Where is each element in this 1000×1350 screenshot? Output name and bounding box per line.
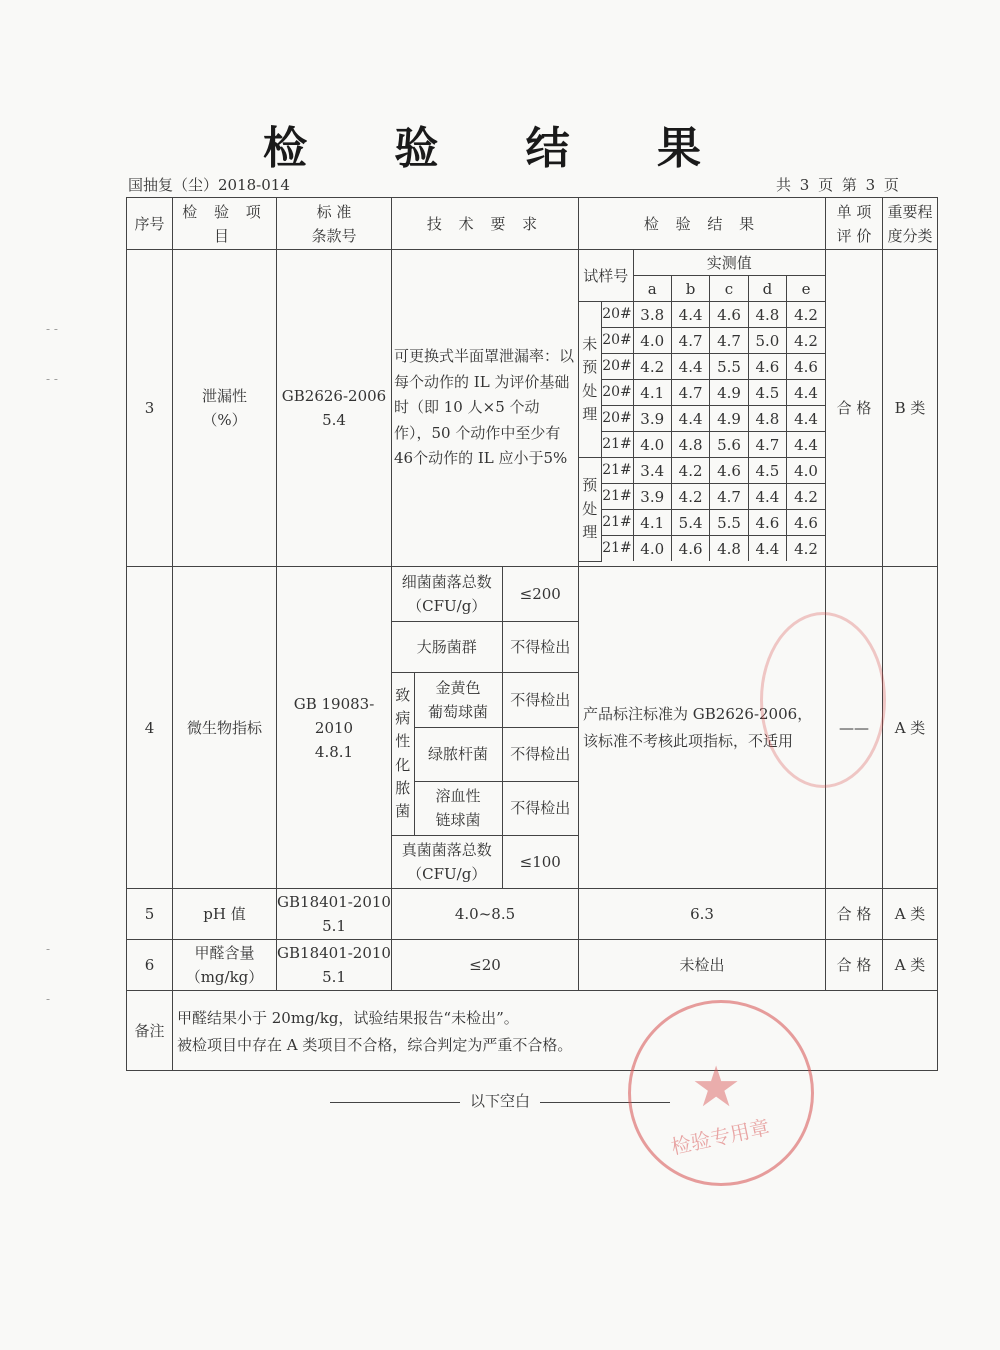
row-evaluation: 合 格 [826,250,883,567]
blank-below-marker: 以下空白 [0,1090,1000,1111]
sample-row [579,380,825,406]
row-standard: GB18401-2010 5.1 [277,889,392,940]
measured-value: 4.4 [787,406,825,432]
row-result: 6.3 [579,889,826,940]
measured-value: 4.6 [748,510,786,536]
bacteria-count-limit: ≤200 [502,567,578,621]
remarks-line: 甲醛结果小于 20mg/kg，试验结果报告“未检出”。 [177,1009,519,1027]
remarks-row [127,991,938,1071]
sample-row [579,510,825,536]
row-evaluation: 合 格 [826,940,883,991]
remarks-content [173,991,938,1071]
row-seq: 5 [127,889,173,940]
row-importance: A 类 [883,889,938,940]
measured-value: 5.4 [671,510,709,536]
header-seq: 序号 [127,198,173,250]
pathogen-label: 致 病 性 化 脓 菌 [392,672,414,835]
measurement-column-header: e [787,276,825,302]
streptococcus-limit: 不得检出 [502,781,578,835]
remarks-label: 备注 [127,991,173,1071]
row-item: 微生物指标 [173,567,277,889]
measured-value: 3.4 [633,458,671,484]
measured-value: 5.5 [710,354,748,380]
measured-value: 4.8 [748,406,786,432]
pseudomonas-label: 绿脓杆菌 [414,727,502,781]
group-untreated-label: 未 预 处 理 [579,302,601,458]
row-seq: 3 [127,250,173,567]
sample-row [579,354,825,380]
header-evaluation: 单 项 评 价 [826,198,883,250]
sample-id: 21# [601,458,633,484]
measured-value: 5.0 [748,328,786,354]
measured-value: 4.6 [748,354,786,380]
micro-requirement-cell [392,567,579,889]
leakage-measurements [579,250,825,562]
sample-id: 20# [601,380,633,406]
leakage-result-cell [579,250,826,567]
measured-value: 4.0 [633,432,671,458]
table-header-row [127,198,938,250]
row-requirement: ≤20 [392,940,579,991]
measured-value: 3.9 [633,484,671,510]
sample-id: 20# [601,406,633,432]
measured-value: 4.5 [748,458,786,484]
row-standard: GB2626-2006 5.4 [277,250,392,567]
measured-value: 4.8 [671,432,709,458]
row-result: 未检出 [579,940,826,991]
measured-value: 4.4 [671,302,709,328]
scan-mark: - - [46,372,58,386]
table-row [127,889,938,940]
measured-value: 4.9 [710,406,748,432]
header-item: 检 验 项 目 [173,198,277,250]
measured-value: 4.4 [748,536,786,562]
sample-row [579,536,825,562]
scan-mark: - [46,942,51,956]
measured-value: 4.8 [748,302,786,328]
measured-value: 4.2 [787,302,825,328]
streptococcus-label: 溶血性 链球菌 [414,781,502,835]
document-number: 国抽复（尘）2018-014 [128,176,290,194]
scan-mark: - - [46,322,58,336]
measured-value: 3.8 [633,302,671,328]
table-row [127,940,938,991]
row-result: 产品标注标准为 GB2626-2006，该标准不考核此项指标，不适用 [579,567,826,889]
coliform-label: 大肠菌群 [392,621,502,672]
inspection-seal-stamp [628,1000,814,1186]
micro-requirements [392,567,578,888]
row-standard: GB18401-2010 5.1 [277,940,392,991]
measured-value: 4.1 [633,380,671,406]
measured-value: 4.4 [671,354,709,380]
page-indicator: 共 3 页 第 3 页 [776,176,901,194]
measured-value: 4.9 [710,380,748,406]
header-standard: 标 准 条款号 [277,198,392,250]
measured-value: 4.7 [671,328,709,354]
measured-value-header: 实测值 [633,250,825,276]
table-row [127,250,938,567]
measured-value: 4.6 [710,458,748,484]
measured-value: 4.6 [787,354,825,380]
sample-id: 21# [601,432,633,458]
measured-value: 4.1 [633,510,671,536]
measured-value: 3.9 [633,406,671,432]
row-standard: GB 19083-2010 4.8.1 [277,567,392,889]
measurement-column-header: b [671,276,709,302]
partial-seal-stamp [760,612,886,788]
measured-value: 4.0 [633,328,671,354]
measured-value: 4.6 [787,510,825,536]
measured-value: 4.7 [671,380,709,406]
header-importance: 重要程 度分类 [883,198,938,250]
row-importance: A 类 [883,567,938,889]
sample-row [579,406,825,432]
measured-value: 4.6 [671,536,709,562]
sample-id: 20# [601,302,633,328]
sample-number-label: 试样号 [579,250,633,302]
row-item: 甲醛含量 （mg/kg） [173,940,277,991]
seal-label: 检验专用章 [668,1114,772,1160]
measurement-column-header: c [710,276,748,302]
staph-label: 金黄色 葡萄球菌 [414,672,502,727]
measured-value: 4.7 [748,432,786,458]
row-requirement: 4.0~8.5 [392,889,579,940]
row-evaluation: 合 格 [826,889,883,940]
row-seq: 4 [127,567,173,889]
row-item: pH 值 [173,889,277,940]
sample-id: 21# [601,510,633,536]
group-treated-label: 预 处 理 [579,458,601,562]
sample-row [579,432,825,458]
row-item: 泄漏性 （%） [173,250,277,567]
bacteria-count-label: 细菌菌落总数 （CFU/g） [392,567,502,621]
measurement-column-header: a [633,276,671,302]
staph-limit: 不得检出 [502,672,578,727]
scan-mark: - [46,992,51,1006]
sample-row [579,458,825,484]
measured-value: 4.4 [787,432,825,458]
measured-value: 5.6 [710,432,748,458]
measured-value: 4.0 [633,536,671,562]
row-seq: 6 [127,940,173,991]
measured-value: 4.8 [710,536,748,562]
sample-id: 21# [601,484,633,510]
row-evaluation: —— [826,567,883,889]
measured-value: 4.4 [671,406,709,432]
measured-value: 4.6 [710,302,748,328]
row-importance: B 类 [883,250,938,567]
sample-id: 21# [601,536,633,562]
sample-row [579,302,825,328]
measured-value: 4.4 [787,380,825,406]
measured-value: 4.5 [748,380,786,406]
row-requirement: 可更换式半面罩泄漏率：以每个动作的 IL 为评价基础时（即 10 人×5 个动作），50 个动作中至少有46个动作的 IL 应小于5% [392,250,579,567]
remarks-line: 被检项目中存在 A 类项目不合格，综合判定为严重不合格。 [177,1036,573,1054]
measured-value: 4.2 [787,328,825,354]
measured-value: 4.4 [748,484,786,510]
measured-value: 4.7 [710,328,748,354]
header-result: 检 验 结 果 [579,198,826,250]
fungi-count-limit: ≤100 [502,835,578,888]
measured-value: 4.2 [671,484,709,510]
fungi-count-label: 真菌菌落总数 （CFU/g） [392,835,502,888]
sample-row [579,484,825,510]
coliform-limit: 不得检出 [502,621,578,672]
measured-value: 4.2 [787,536,825,562]
page-title: 检 验 结 果 [263,123,737,174]
measured-value: 4.2 [671,458,709,484]
measured-value: 5.5 [710,510,748,536]
sample-row [579,328,825,354]
measured-value: 4.0 [787,458,825,484]
star-icon: ★ [691,1055,742,1120]
measured-value: 4.7 [710,484,748,510]
row-importance: A 类 [883,940,938,991]
measured-value: 4.2 [633,354,671,380]
sample-id: 20# [601,354,633,380]
measured-value: 4.2 [787,484,825,510]
header-requirement: 技 术 要 求 [392,198,579,250]
measurement-column-header: d [748,276,786,302]
sample-id: 20# [601,328,633,354]
pseudomonas-limit: 不得检出 [502,727,578,781]
